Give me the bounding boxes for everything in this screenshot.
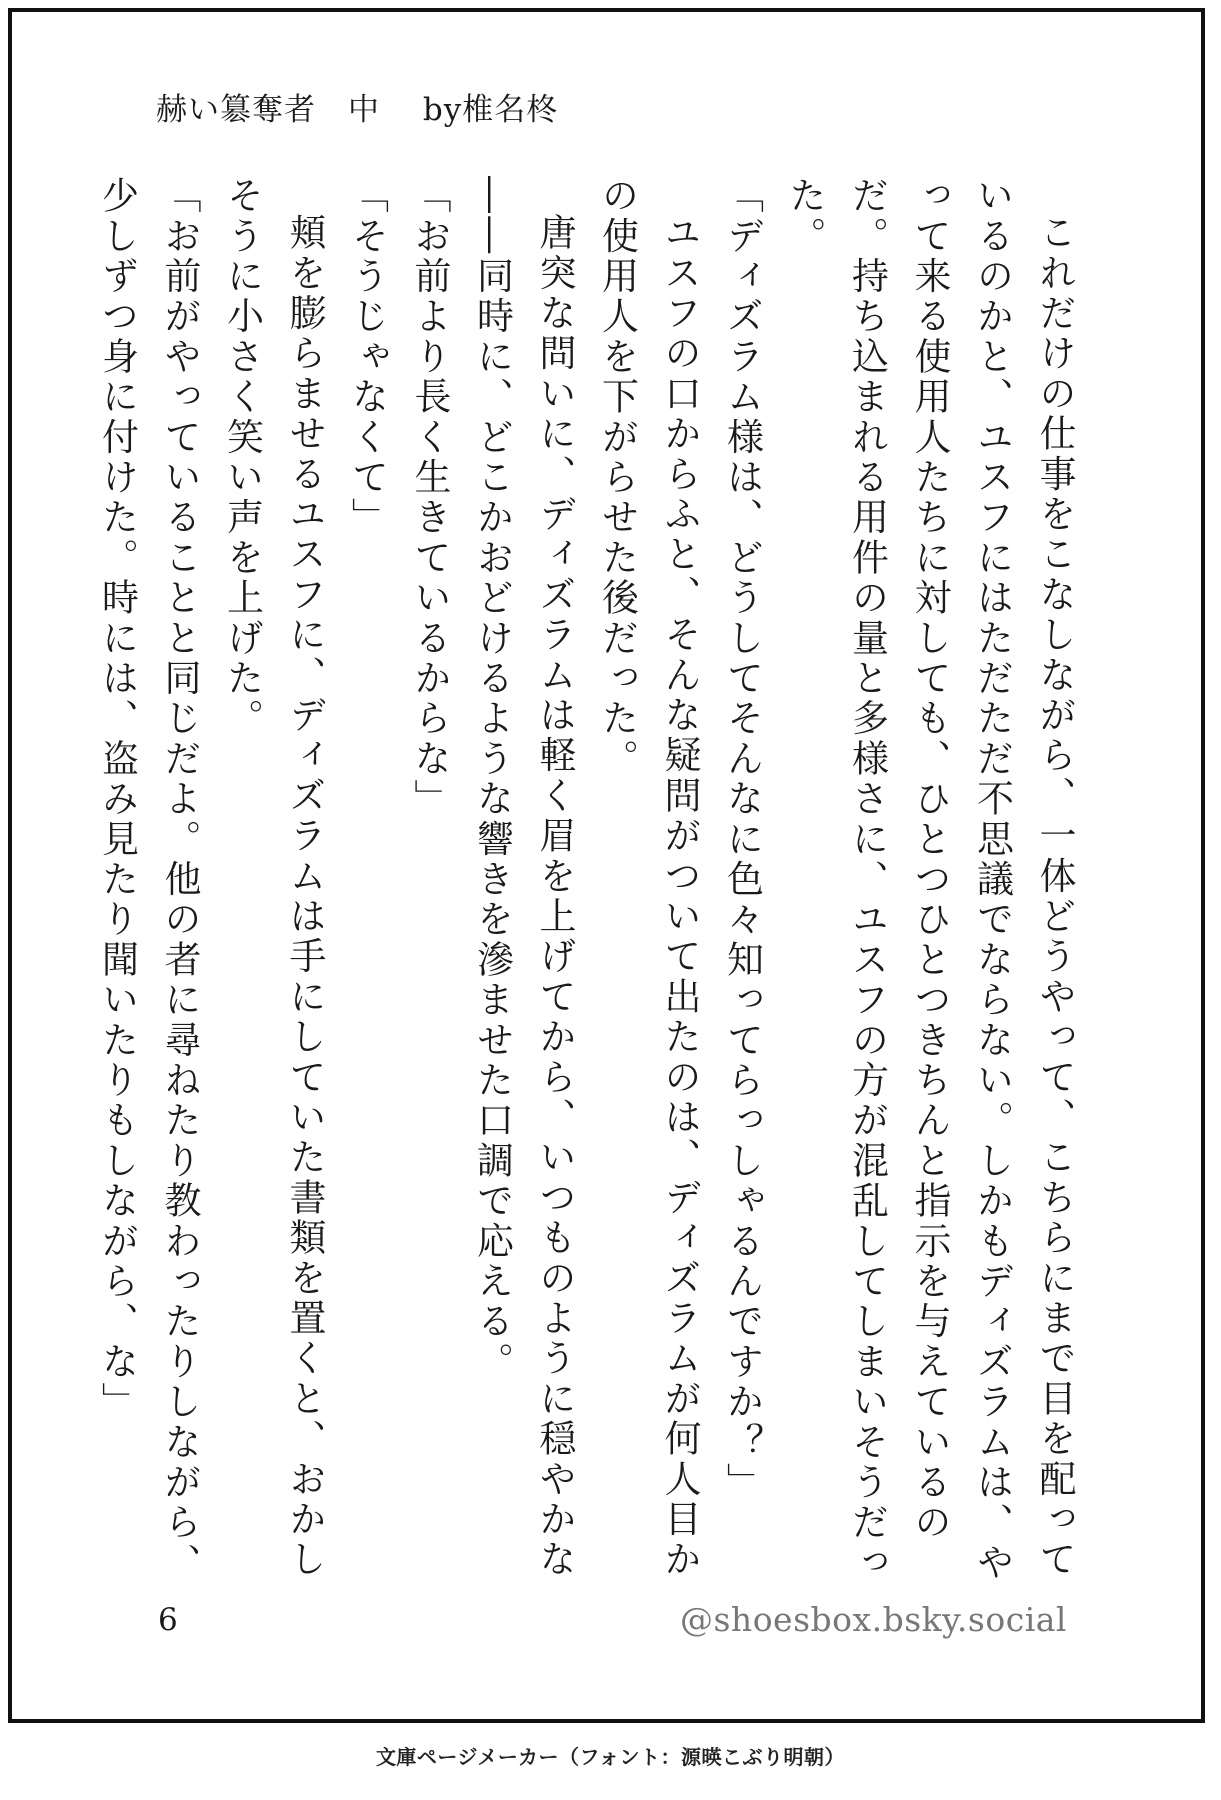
page-header-title: 赫い簒奪者 中 by椎名柊	[156, 92, 559, 128]
paragraph-3: ユスフの口からふと、そんな疑問がついて出たのは、ディズラムが何人目かの使用人を下がらせた後だった。	[595, 176, 701, 1580]
page-number: 6	[158, 1602, 178, 1638]
paragraph-4: 唐突な問いに、ディズラムは軽く眉を上げてから、いつものように穏やかな――同時に、どこかおどけるような響きを滲ませた口調で応える。	[470, 176, 576, 1580]
vertical-body-text	[95, 176, 1085, 1602]
generator-caption: 文庫ページメーカー（フォント：源暎こぶり明朝）	[375, 1745, 846, 1769]
paragraph-1: これだけの仕事をこなしながら、一体どうやって、こちらにまで目を配っているのかと、ユスフにはただただ不思議でならない。しかもディズラムは、やって来る使用人たちに対しても、ひとつひとつきちんと指示を与えているのだ。持ち込まれる用件の量と多様さに、ユスフの方が混乱してしまいそうだった。	[783, 176, 1076, 1583]
author-handle: @shoesbox.bsky.social	[680, 1600, 1067, 1639]
paragraph-7: 頬を膨らませるユスフに、ディズラムは手にしていた書類を置くと、おかしそうに小さく笑い声を上げた。	[220, 176, 326, 1580]
paragraph-5-dialogue: 「お前より長く生きているからな」	[408, 176, 451, 820]
paragraph-6-dialogue: 「そうじゃなくて」	[345, 176, 389, 538]
paragraph-2-dialogue: 「ディズラム様は、どうしてそんなに色々知ってらっしゃるんですか？」	[720, 176, 764, 1503]
paragraph-8-dialogue: 「お前がやっていることと同じだよ。他の者に尋ねたり教わったりしながら、少しずつ身に付けた。時には、盗み見たり聞いたりもしながら、な」	[95, 176, 201, 1583]
